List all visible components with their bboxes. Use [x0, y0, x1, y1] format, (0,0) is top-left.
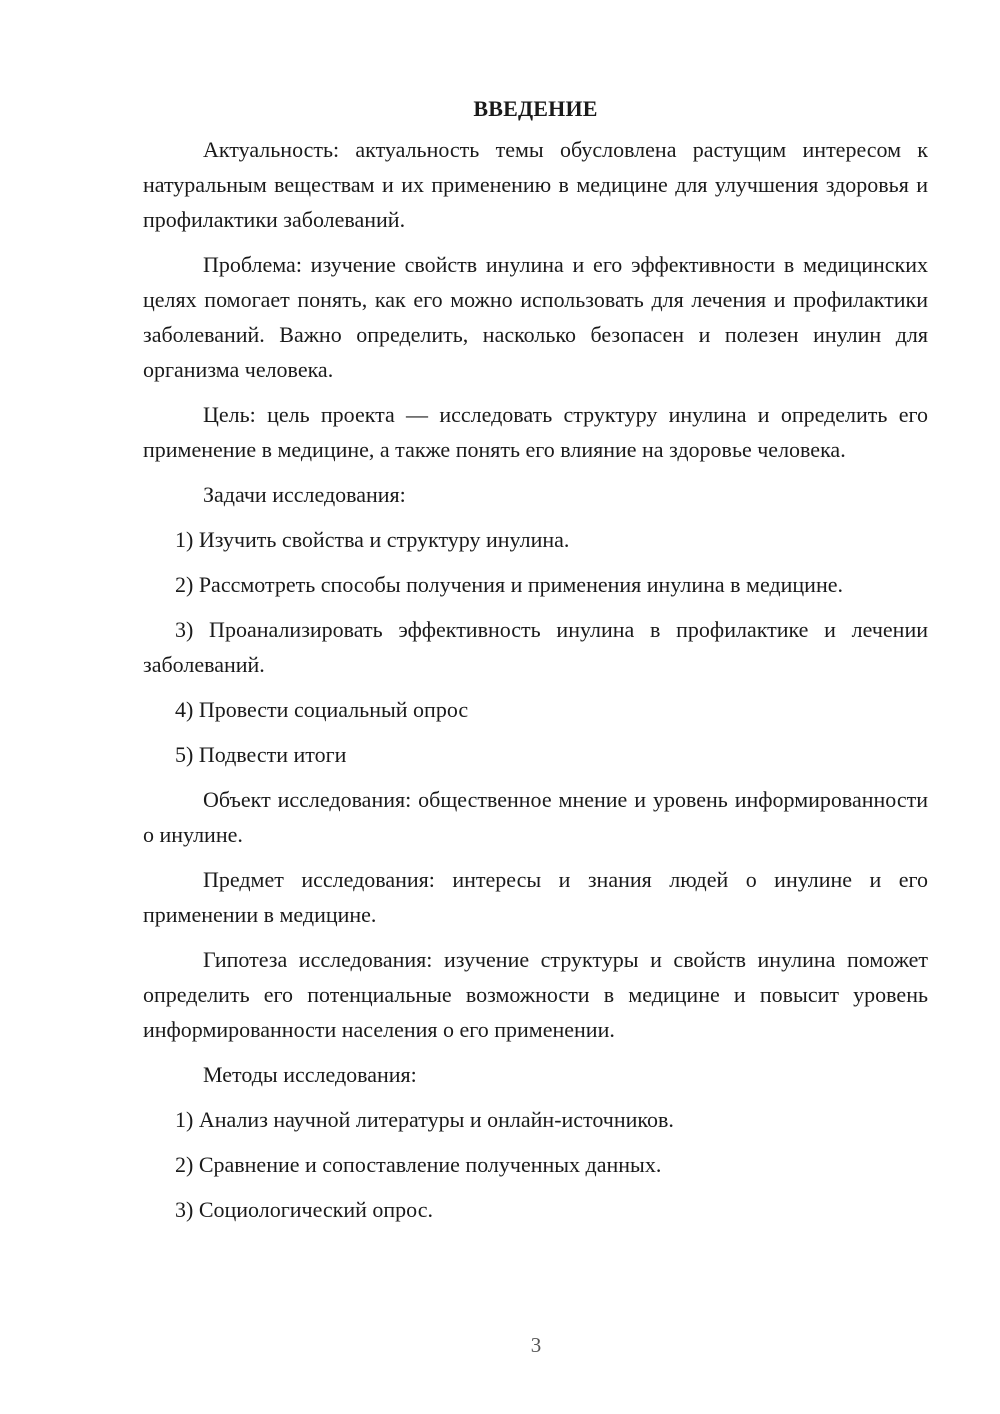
tasks-title: Задачи исследования: [203, 482, 406, 507]
task-item: 4) Провести социальный опрос [175, 697, 469, 722]
problem-paragraph: Проблема: изучение свойств инулина и его эффективности в медицинских целях помогает понять, как его можно использовать для лечения и профилактики заболеваний. Важно определить, насколько безопасен и полезен инулин для организма человека. [143, 252, 928, 382]
task-item: 1) Изучить свойства и структуру инулина. [175, 527, 570, 552]
methods-title: Методы исследования: [203, 1062, 417, 1087]
relevance-paragraph: Актуальность: актуальность темы обусловлена растущим интересом к натуральным веществам и их применению в медицине для улучшения здоровья и профилактики заболеваний. [143, 137, 928, 232]
task-item: 3) Проанализировать эффективность инулина в профилактике и лечении заболеваний. [143, 617, 928, 677]
method-item: 1) Анализ научной литературы и онлайн-источников. [175, 1107, 674, 1132]
goal-paragraph: Цель: цель проекта — исследовать структуру инулина и определить его применение в медицине, а также понять его влияние на здоровье человека. [143, 402, 928, 462]
document-page [143, 92, 928, 1237]
method-item: 3) Социологический опрос. [175, 1197, 433, 1222]
task-item: 2) Рассмотреть способы получения и применения инулина в медицине. [175, 572, 843, 597]
subject-paragraph: Предмет исследования: интересы и знания людей о инулине и его применении в медицине. [143, 867, 928, 927]
method-item: 2) Сравнение и сопоставление полученных данных. [175, 1152, 662, 1177]
object-paragraph: Объект исследования: общественное мнение и уровень информированности о инулине. [143, 787, 928, 847]
hypothesis-paragraph: Гипотеза исследования: изучение структуры и свойств инулина поможет определить его потенциальные возможности в медицине и повысит уровень информированности населения о его применении. [143, 947, 928, 1042]
task-item: 5) Подвести итоги [175, 742, 347, 767]
page-number: 3 [530, 1333, 542, 1357]
section-heading: ВВЕДЕНИЕ [473, 96, 598, 121]
